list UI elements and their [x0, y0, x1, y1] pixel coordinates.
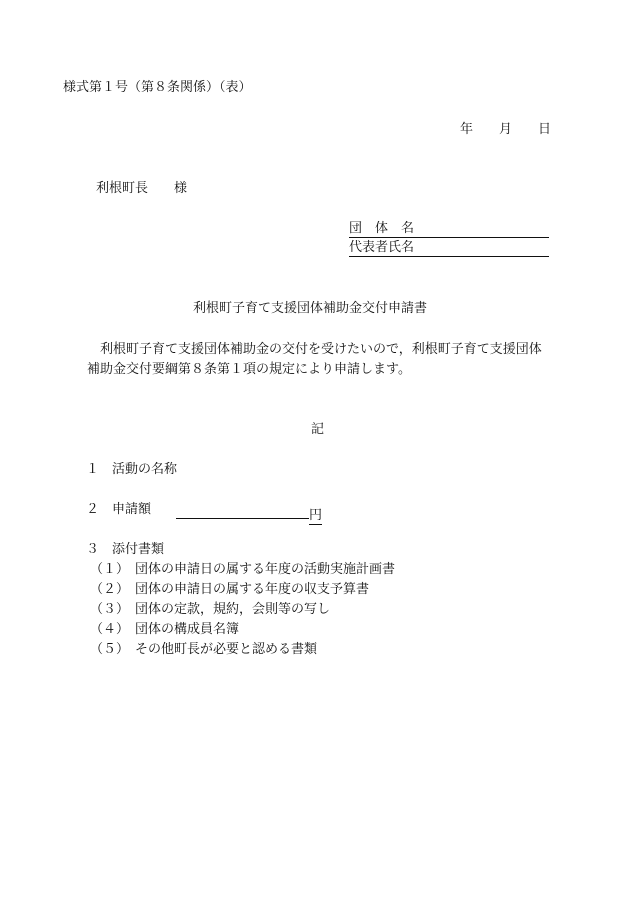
item-application-amount [86, 502, 151, 518]
addressee [96, 181, 187, 197]
org-name-row [349, 221, 549, 238]
item-number: １ [86, 462, 100, 477]
item-number: ２ [86, 502, 100, 517]
attachment-text: 団体の定款，規約，会則等の写し [135, 602, 331, 617]
attachment-number: （１） [90, 562, 130, 577]
body-line-1: 利根町子育て支援団体補助金の交付を受けたいので，利根町子育て支援団体 [100, 342, 542, 357]
attachment-item [90, 642, 317, 658]
form-number: 様式第１号（第８条関係）（表） [63, 80, 252, 95]
attachment-number: （２） [90, 582, 130, 597]
attachment-number: （４） [90, 622, 130, 637]
amount-field [176, 502, 322, 525]
date-year: 年 [460, 122, 474, 137]
date-month: 月 [499, 122, 513, 137]
attachment-text: 団体の申請日の属する年度の収支予算書 [135, 582, 370, 597]
attachment-text: その他町長が必要と認める書類 [135, 642, 318, 657]
attachment-text: 団体の申請日の属する年度の活動実施計画書 [135, 562, 396, 577]
addressee-honorific: 様 [174, 181, 188, 196]
org-name-label-2: 体 [375, 221, 389, 236]
date-line [460, 122, 551, 138]
item-label: 添付書類 [112, 542, 165, 557]
item-number: ３ [86, 542, 100, 557]
item-activity-name [86, 462, 177, 478]
representative-row [349, 240, 549, 257]
representative-field [349, 240, 549, 257]
amount-blank [176, 502, 309, 519]
amount-unit: 円 [309, 508, 323, 523]
attachment-number: （５） [90, 642, 130, 657]
ki-heading: 記 [311, 422, 325, 437]
representative-label: 代表者氏名 [349, 240, 415, 255]
item-label: 活動の名称 [112, 462, 178, 477]
attachment-item [90, 582, 369, 598]
addressee-name: 利根町長 [96, 181, 149, 196]
attachment-item [90, 562, 395, 578]
attachment-item [90, 622, 239, 638]
attachment-number: （３） [90, 602, 130, 617]
org-name-label-1: 団 [349, 221, 363, 236]
attachment-text: 団体の構成員名簿 [135, 622, 240, 637]
document-title: 利根町子育て支援団体補助金交付申請書 [193, 301, 428, 316]
org-name-label-3: 名 [401, 221, 415, 236]
body-line-2: 補助金交付要綱第８条第１項の規定により申請します。 [87, 362, 411, 377]
item-attachments [86, 542, 164, 558]
attachment-item [90, 602, 330, 618]
date-day: 日 [538, 122, 552, 137]
org-name-field [349, 221, 549, 238]
item-label: 申請額 [112, 502, 152, 517]
